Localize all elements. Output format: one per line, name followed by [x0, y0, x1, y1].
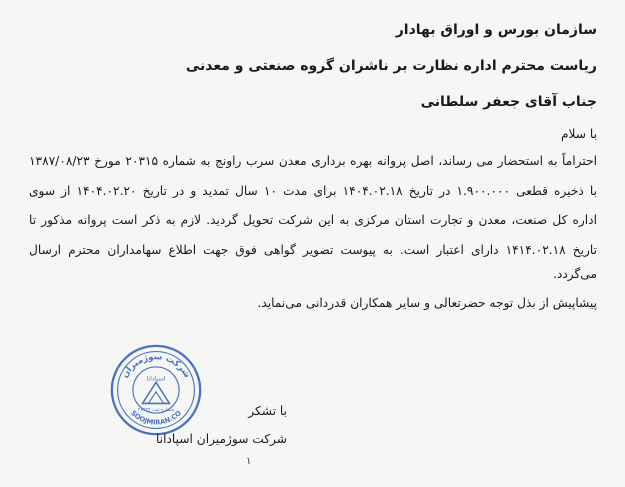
greeting: با سلام [560, 127, 597, 141]
body-line-1: احتراماً به استحضار می رساند، اصل پروانه بهره برداری معدن سرب راونج به شماره ۲۰۳۱۵ مورخ ۱۳۸۷/۰۸/۲۳ [29, 154, 597, 168]
recipient-person: جناب آقای جعفر سلطانی [420, 94, 597, 110]
company-stamp [108, 342, 204, 438]
signoff: با تشکر [248, 404, 287, 418]
stamp-latin-text: SOOJMIRAN.CO [129, 409, 183, 427]
recipient-org: سازمان بورس و اوراق بهادار [395, 22, 597, 38]
recipient-dept: ریاست محترم اداره نظارت بر ناشران گروه صنعتی و معدنی [185, 58, 597, 74]
stamp-top-text: شرکت سوژمیران [120, 352, 192, 380]
body-line-5: می‌گردد. [553, 267, 597, 281]
page-number: ۱ [246, 456, 252, 467]
body-line-4: تاریخ ۱۴۱۴.۰۲.۱۸ دارای اعتبار است. به پیوست تصویر گواهی فوق جهت اطلاع سهامداران محترم ارسال [29, 243, 597, 257]
stamp-mid-text: اسپادانا [146, 375, 166, 383]
body-line-2: با ذخیره قطعی ۱.۹۰۰.۰۰۰ در تاریخ ۱۴۰۴.۰۲.۱۸ برای مدت ۱۰ سال تمدید و در تاریخ ۱۴۰۴.۰۲.۲۰ از سوی [29, 184, 597, 198]
company-name: شرکت سوژمیران اسپادانا [155, 432, 287, 446]
stamp-reg-text: شماره ثبت ۲۸۹۴۲ [137, 408, 175, 414]
body-line-3: اداره کل صنعت، معدن و تجارت استان مرکزی به این شرکت تحویل گردید. لازم به ذکر است پروانه مذکور تا [29, 213, 597, 227]
closing-line: پیشاپیش از بذل توجه حضرتعالی و سایر همکاران قدردانی می‌نماید. [257, 296, 597, 310]
